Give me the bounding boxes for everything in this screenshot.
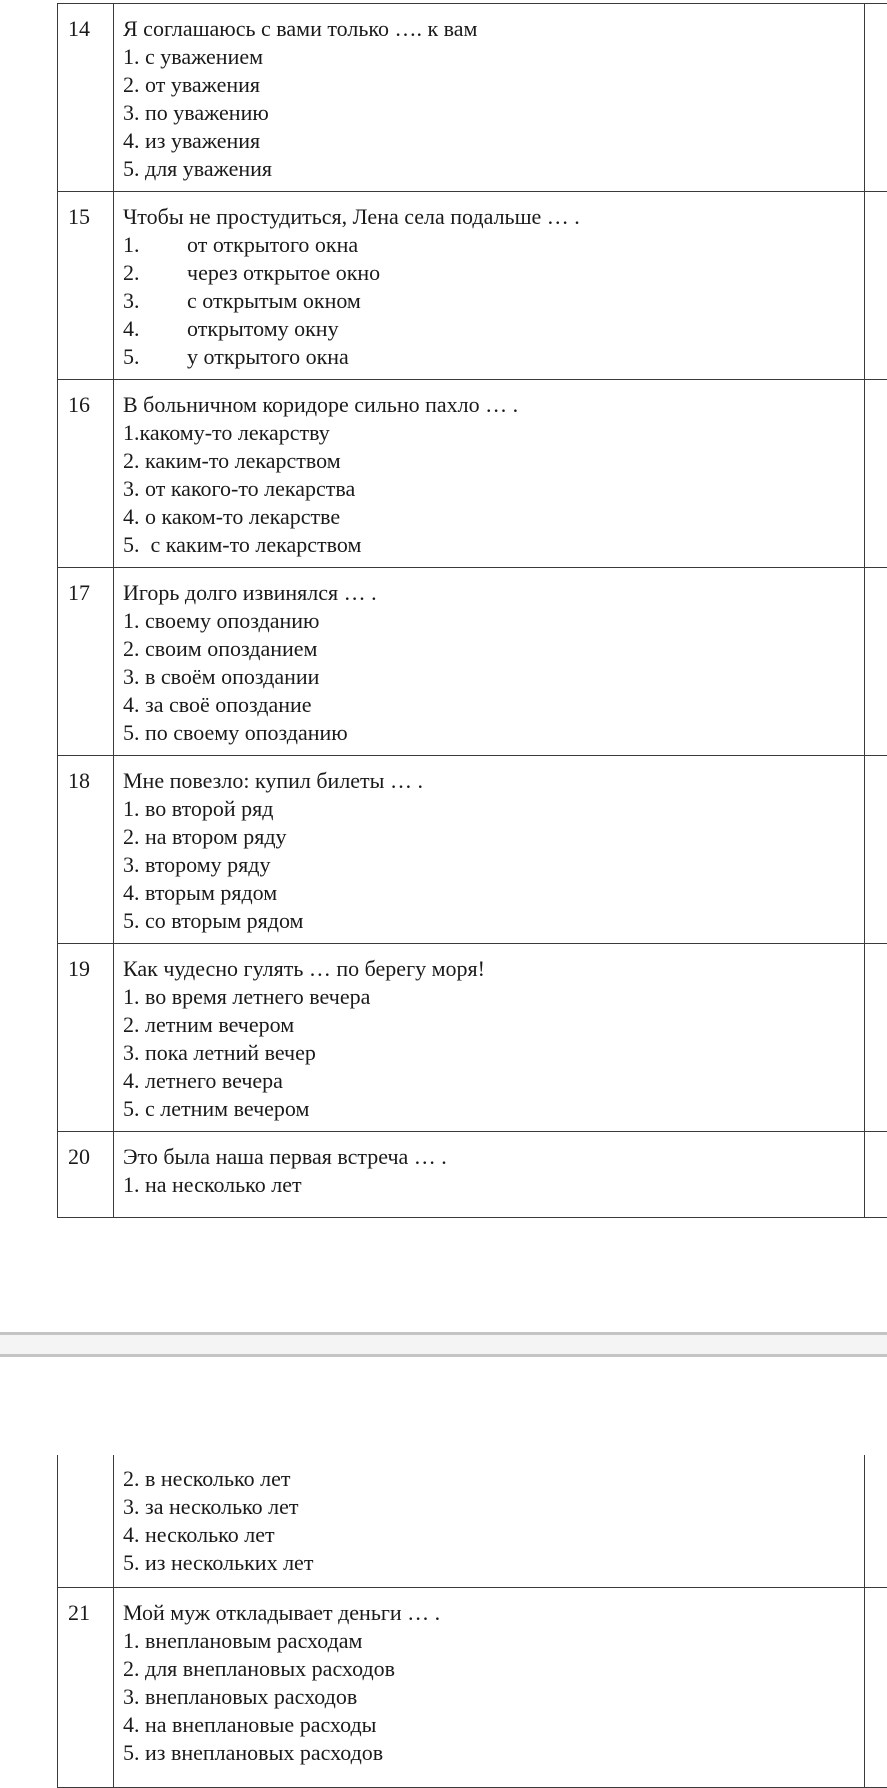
question-number: 17 [58, 568, 114, 756]
answer-cell [865, 380, 887, 568]
answer-option: 5. с летним вечером [123, 1095, 864, 1123]
question-number: 16 [58, 380, 114, 568]
question-prompt: Мне повезло: купил билеты … . [123, 767, 864, 795]
question-number: 18 [58, 756, 114, 944]
answer-option [123, 231, 864, 259]
answer-cell [865, 944, 887, 1132]
answer-option: 2. в несколько лет [123, 1465, 864, 1493]
question-prompt: Чтобы не простудиться, Лена села подальше … . [123, 203, 864, 231]
answer-option: 3. внеплановых расходов [123, 1683, 864, 1711]
question-number [58, 1455, 114, 1587]
option-number: 5. [123, 343, 187, 371]
answer-option: 5. для уважения [123, 155, 864, 183]
answer-option: 2. для внеплановых расходов [123, 1655, 864, 1683]
answer-option: 5. по своему опозданию [123, 719, 864, 747]
question-content [114, 1132, 865, 1218]
question-number: 15 [58, 192, 114, 380]
option-text: от открытого окна [187, 232, 358, 257]
question-number: 20 [58, 1132, 114, 1218]
answer-option: 2. на втором ряду [123, 823, 864, 851]
questions-table [57, 1455, 887, 1788]
answer-option: 3. за несколько лет [123, 1493, 864, 1521]
answer-option: 4. на внеплановые расходы [123, 1711, 864, 1739]
answer-option: 3. от какого-то лекарства [123, 475, 864, 503]
question-content [114, 1587, 865, 1787]
answer-cell [865, 1587, 887, 1787]
question-number: 19 [58, 944, 114, 1132]
answer-option: 3. пока летний вечер [123, 1039, 864, 1067]
question-prompt: Игорь долго извинялся … . [123, 579, 864, 607]
answer-option: 4. летнего вечера [123, 1067, 864, 1095]
question-row-17 [58, 568, 887, 756]
question-row-20 [58, 1132, 887, 1218]
question-content [114, 1455, 865, 1587]
answer-option [123, 287, 864, 315]
question-content [114, 192, 865, 380]
answer-option: 4. о каком-то лекарстве [123, 503, 864, 531]
page-separator [0, 1332, 887, 1357]
question-row-20-continued [58, 1455, 887, 1587]
answer-cell [865, 756, 887, 944]
answer-option: 3. по уважению [123, 99, 864, 127]
answer-option: 2. летним вечером [123, 1011, 864, 1039]
answer-cell [865, 1132, 887, 1218]
option-text: через открытое окно [187, 260, 380, 285]
question-row-18 [58, 756, 887, 944]
answer-option: 3. в своём опоздании [123, 663, 864, 691]
question-prompt: Мой муж откладывает деньги … . [123, 1599, 864, 1627]
question-content [114, 568, 865, 756]
questions-table [57, 3, 887, 1218]
answer-cell [865, 1455, 887, 1587]
question-prompt: Это была наша первая встреча … . [123, 1143, 864, 1171]
answer-option: 4. несколько лет [123, 1521, 864, 1549]
question-row-15 [58, 192, 887, 380]
answer-option [123, 343, 864, 371]
option-text: у открытого окна [187, 344, 349, 369]
question-content [114, 944, 865, 1132]
answer-option [123, 315, 864, 343]
answer-option: 3. второму ряду [123, 851, 864, 879]
option-text: открытому окну [187, 316, 339, 341]
question-prompt: В больничном коридоре сильно пахло … . [123, 391, 864, 419]
option-number: 1. [123, 231, 187, 259]
answer-option: 2. от уважения [123, 71, 864, 99]
answer-option: 5. со вторым рядом [123, 907, 864, 935]
answer-option: 4. за своё опоздание [123, 691, 864, 719]
question-prompt: Как чудесно гулять … по берегу моря! [123, 955, 864, 983]
answer-option: 2. каким-то лекарством [123, 447, 864, 475]
answer-cell [865, 4, 887, 192]
question-number: 14 [58, 4, 114, 192]
answer-option: 1. во время летнего вечера [123, 983, 864, 1011]
answer-option [123, 259, 864, 287]
answer-option: 2. своим опозданием [123, 635, 864, 663]
answer-option: 4. вторым рядом [123, 879, 864, 907]
answer-option: 5. с каким-то лекарством [123, 531, 864, 559]
answer-option: 1. своему опозданию [123, 607, 864, 635]
question-content [114, 380, 865, 568]
question-prompt: Я соглашаюсь с вами только …. к вам [123, 15, 864, 43]
answer-option: 1.какому-то лекарству [123, 419, 864, 447]
option-number: 4. [123, 315, 187, 343]
option-number: 2. [123, 259, 187, 287]
question-row-19 [58, 944, 887, 1132]
document-page-2 [0, 1357, 887, 1779]
answer-option: 1. внеплановым расходам [123, 1627, 864, 1655]
answer-option: 1. во второй ряд [123, 795, 864, 823]
answer-option: 5. из внеплановых расходов [123, 1739, 864, 1767]
answer-cell [865, 568, 887, 756]
question-row-14 [58, 4, 887, 192]
question-number: 21 [58, 1587, 114, 1787]
question-row-21 [58, 1587, 887, 1787]
option-text: с открытым окном [187, 288, 361, 313]
option-number: 3. [123, 287, 187, 315]
answer-cell [865, 192, 887, 380]
answer-option: 4. из уважения [123, 127, 864, 155]
answer-option: 1. с уважением [123, 43, 864, 71]
question-row-16 [58, 380, 887, 568]
question-content [114, 4, 865, 192]
answer-option: 5. из нескольких лет [123, 1549, 864, 1577]
question-content [114, 756, 865, 944]
answer-option: 1. на несколько лет [123, 1171, 864, 1199]
